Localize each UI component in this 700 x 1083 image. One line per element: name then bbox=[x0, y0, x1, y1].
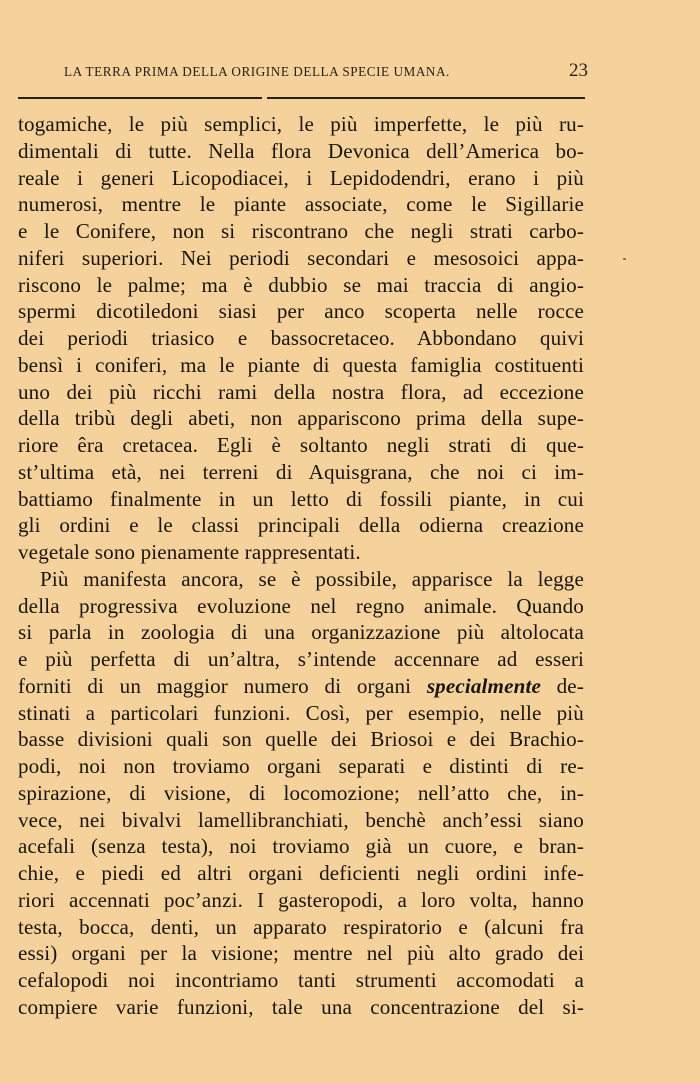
page-number: 23 bbox=[569, 60, 588, 81]
page-header bbox=[58, 62, 588, 84]
text-line: dei periodi triasico e bassocretaceo. Abbondano quivi bbox=[18, 326, 584, 350]
paragraph-end-line: vegetale sono pienamente rappresentati. bbox=[18, 540, 361, 564]
text-line: chie, e piedi ed altri organi deficienti negli ordini infe- bbox=[18, 861, 584, 885]
text-line: gli ordini e le classi principali della odierna creazione bbox=[18, 513, 584, 538]
text-line: podi, noi non troviamo organi separati e distinti di re- bbox=[18, 754, 584, 778]
text-line: stinati a particolari funzioni. Così, per esempio, nelle più bbox=[18, 700, 584, 725]
text-line: togamiche, le più semplici, le più imperfette, le più ru- bbox=[18, 112, 584, 136]
text-line: riore êra cretacea. Egli è soltanto negli strati di que- bbox=[18, 433, 584, 457]
text-line: battiamo finalmente in un letto di fossili piante, in cui bbox=[18, 486, 584, 511]
emphasized-word: specialmente bbox=[426, 673, 541, 698]
text-line: st’ultima età, nei terreni di Aquisgrana, che noi ci im- bbox=[18, 459, 584, 484]
text-line: si parla in zoologia di una organizzazione più altolocata bbox=[18, 620, 584, 645]
text-line: acefali (senza testa), noi troviamo già un cuore, e bran- bbox=[18, 834, 584, 859]
text-line: spirazione, di visione, di locomozione; nell’atto che, in- bbox=[18, 780, 584, 805]
line-segment: forniti di un maggior numero di organi bbox=[18, 673, 412, 698]
text-line: essi) organi per la visione; mentre nel più alto grado dei bbox=[18, 941, 584, 966]
text-line: della tribù degli abeti, non appariscono prima della supe- bbox=[18, 406, 584, 431]
paragraph-start-line: Più manifesta ancora, se è possibile, apparisce la legge bbox=[40, 566, 584, 591]
paper-speck bbox=[623, 258, 626, 260]
text-line: riori accennati poc’anzi. I gasteropodi, a loro volta, hanno bbox=[18, 887, 584, 912]
text-line: vece, nei bivalvi lamellibranchiati, benchè anch’essi siano bbox=[18, 807, 584, 832]
body-text bbox=[18, 111, 584, 1021]
header-rule-break bbox=[262, 95, 267, 100]
text-line: numerosi, mentre le piante associate, come le Sigillarie bbox=[18, 192, 584, 217]
text-line: riscono le palme; ma è dubbio se mai traccia di angio- bbox=[18, 272, 584, 297]
text-line: e le Conifere, non si riscontrano che negli strati carbo- bbox=[18, 219, 584, 243]
text-line: testa, bocca, denti, un apparato respiratorio e (alcuni fra bbox=[18, 914, 584, 939]
text-line: e più perfetta di un’altra, s’intende accennare ad esseri bbox=[18, 647, 584, 671]
header-rule bbox=[18, 97, 585, 99]
running-title: LA TERRA PRIMA DELLA ORIGINE DELLA SPECIE UMANA. bbox=[64, 64, 450, 79]
text-line: spermi dicotiledoni siasi per anco scoperta nelle rocce bbox=[18, 299, 584, 324]
text-line: cefalopodi noi incontriamo tanti strumenti accomodati a bbox=[18, 968, 584, 992]
text-line: della progressiva evoluzione nel regno animale. Quando bbox=[18, 593, 584, 618]
text-line: bensì i coniferi, ma le piante di questa famiglia costituenti bbox=[18, 352, 584, 377]
text-line: basse divisioni quali son quelle dei Briosoi e dei Brachio- bbox=[18, 727, 584, 752]
line-segment: de- bbox=[556, 673, 584, 698]
text-line: reale i generi Licopodiacei, i Lepidodendri, erano i più bbox=[18, 165, 584, 190]
text-line-with-emphasis bbox=[18, 673, 584, 700]
text-line: dimentali di tutte. Nella flora Devonica dell’America bo- bbox=[18, 138, 584, 163]
text-line: uno dei più ricchi rami della nostra flora, ad eccezione bbox=[18, 379, 584, 404]
text-line: compiere varie funzioni, tale una concentrazione del si- bbox=[18, 994, 584, 1019]
text-line: niferi superiori. Nei periodi secondari e mesosoici appa- bbox=[18, 245, 584, 270]
